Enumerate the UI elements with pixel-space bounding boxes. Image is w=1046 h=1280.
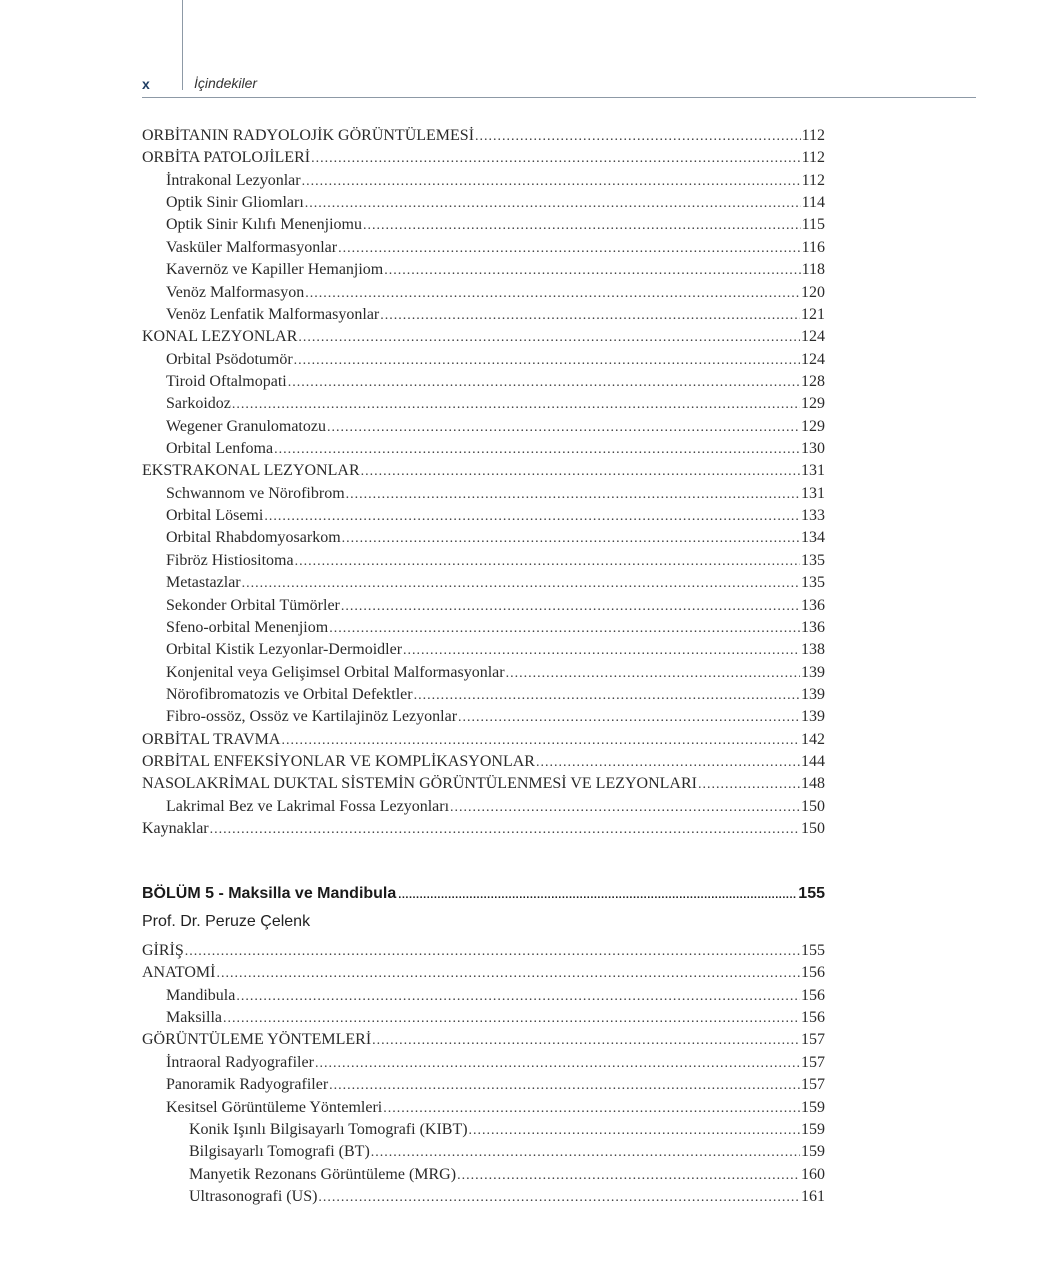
dot-leader: [216, 963, 800, 985]
toc-entry-title: Maksilla: [166, 1009, 222, 1027]
toc-entry[interactable]: [142, 751, 825, 773]
toc-entry-title: Orbital Lenfoma: [166, 440, 274, 458]
toc-entry-page: 159: [801, 1120, 825, 1138]
toc-entry[interactable]: [142, 282, 825, 304]
dot-leader: [294, 350, 800, 372]
toc-entry[interactable]: [142, 617, 825, 639]
toc-entry-page: 120: [801, 283, 825, 301]
toc-entry-title: Manyetik Rezonans Görüntüleme (MRG): [189, 1165, 457, 1183]
toc-entry-title: Nörofibromatozis ve Orbital Defektler: [166, 685, 413, 703]
toc-entry-page: 139: [801, 708, 825, 726]
toc-entry-page: 155: [801, 942, 825, 959]
toc-entry-page: 135: [801, 574, 825, 592]
toc-entry-page: 135: [801, 551, 825, 569]
toc-entry[interactable]: [142, 1119, 825, 1141]
toc-entry-title: ANATOMİ: [142, 964, 216, 982]
dot-leader: [403, 640, 800, 662]
toc-entry-page: 131: [801, 484, 825, 502]
toc-entry[interactable]: [142, 962, 825, 984]
toc-entry[interactable]: [142, 125, 825, 147]
toc-entry[interactable]: [142, 483, 825, 505]
toc-entry-title: Bilgisayarlı Tomografi (BT): [189, 1143, 370, 1161]
toc-entry-page: 134: [801, 529, 825, 547]
toc-entry[interactable]: [142, 985, 825, 1007]
toc-entry[interactable]: [142, 460, 825, 482]
toc-entry-page: 150: [801, 797, 825, 815]
dot-leader: [414, 685, 800, 707]
toc-entry[interactable]: [142, 237, 825, 259]
toc-entry-page: 136: [801, 618, 825, 636]
dot-leader: [363, 215, 801, 237]
toc-entry-page: 157: [801, 1031, 825, 1049]
toc-entry-page: 112: [801, 149, 825, 167]
dot-leader: [315, 1053, 800, 1075]
toc-entry-page: 116: [801, 238, 825, 256]
toc-entry[interactable]: [142, 1007, 825, 1029]
dot-leader: [475, 126, 801, 148]
dot-leader: [372, 1030, 800, 1052]
dot-leader: [274, 439, 800, 461]
toc-entry[interactable]: [142, 1029, 825, 1051]
toc-entry-title: Sekonder Orbital Tümörler: [166, 596, 340, 614]
toc-entry[interactable]: [142, 706, 825, 728]
toc-entry-title: Kesitsel Görüntüleme Yöntemleri: [166, 1098, 383, 1116]
dot-leader: [457, 1165, 800, 1187]
toc-entry-page: 112: [801, 171, 825, 189]
table-of-contents: [142, 125, 825, 841]
chapter-page: 155: [798, 885, 825, 902]
toc-entry[interactable]: [142, 371, 825, 393]
dot-leader: [305, 193, 801, 215]
toc-entry-page: 114: [801, 194, 825, 212]
toc-entry-title: Orbital Rhabdomyosarkom: [166, 529, 341, 547]
dot-leader: [398, 889, 796, 901]
dot-leader: [305, 283, 800, 305]
toc-entry[interactable]: [142, 192, 825, 214]
toc-entry-page: 124: [801, 328, 825, 346]
toc-entry[interactable]: [142, 304, 825, 326]
toc-entry[interactable]: [142, 773, 825, 795]
dot-leader: [361, 461, 800, 483]
dot-leader: [380, 305, 800, 327]
toc-entry[interactable]: [142, 1164, 825, 1186]
toc-entry-title: ORBİTAL ENFEKSİYONLAR VE KOMPLİKASYONLAR: [142, 753, 535, 771]
toc-entry-title: Vasküler Malformasyonlar: [166, 238, 338, 256]
toc-entry[interactable]: [142, 527, 825, 549]
page-number: x: [142, 76, 150, 92]
toc-entry-title: Tiroid Oftalmopati: [166, 372, 287, 390]
toc-entry[interactable]: [142, 595, 825, 617]
toc-entry[interactable]: [142, 505, 825, 527]
toc-entry-title: Sarkoidoz: [166, 395, 231, 413]
header-rule: [142, 97, 976, 98]
toc-entry-title: KONAL LEZYONLAR: [142, 328, 298, 346]
toc-entry-page: 133: [801, 507, 825, 525]
toc-entry-title: ORBİTANIN RADYOLOJİK GÖRÜNTÜLEMESİ: [142, 127, 475, 144]
toc-entry-title: Schwannom ve Nörofibrom: [166, 484, 345, 502]
toc-entry-page: 159: [801, 1098, 825, 1116]
dot-leader: [383, 1098, 800, 1120]
toc-entry-page: 121: [801, 305, 825, 323]
dot-leader: [288, 372, 800, 394]
dot-leader: [450, 797, 800, 819]
toc-entry-title: Orbital Kistik Lezyonlar-Dermoidler: [166, 641, 403, 659]
toc-entry-page: 156: [801, 1009, 825, 1027]
dot-leader: [341, 596, 800, 618]
toc-entry-title: Orbital Psödotumör: [166, 350, 293, 368]
dot-leader: [232, 394, 800, 416]
toc-entry[interactable]: [142, 1141, 825, 1163]
toc-entry-title: Panoramik Radyografiler: [166, 1076, 329, 1094]
toc-entry-page: 157: [801, 1076, 825, 1094]
toc-entry-page: 112: [801, 127, 825, 144]
toc-entry[interactable]: [142, 572, 825, 594]
toc-entry[interactable]: [142, 438, 825, 460]
page-header: [0, 0, 1046, 100]
toc-entry-title: Venöz Lenfatik Malformasyonlar: [166, 305, 380, 323]
chapter-heading-block: [142, 885, 825, 935]
toc-entry-title: Sfeno-orbital Menenjiom: [166, 618, 329, 636]
toc-entry-title: Kaynaklar: [142, 820, 209, 838]
dot-leader: [338, 238, 801, 260]
dot-leader: [384, 260, 800, 282]
chapter-author: Prof. Dr. Peruze Çelenk: [142, 913, 311, 930]
toc-entry[interactable]: [142, 662, 825, 684]
toc-entry[interactable]: [142, 1074, 825, 1096]
dot-leader: [298, 327, 800, 349]
header-divider-vertical: [182, 0, 183, 90]
toc-entry[interactable]: [142, 818, 825, 840]
toc-entry-page: 150: [801, 820, 825, 838]
dot-leader: [469, 1120, 800, 1142]
toc-entry[interactable]: [142, 393, 825, 415]
dot-leader: [223, 1008, 800, 1030]
toc-entry-title: Mandibula: [166, 986, 236, 1004]
toc-entry-page: 139: [801, 663, 825, 681]
dot-leader: [318, 1187, 800, 1209]
dot-leader: [329, 1075, 800, 1097]
toc-entry-title: Orbital Lösemi: [166, 507, 264, 525]
toc-entry[interactable]: [142, 214, 825, 236]
toc-entry[interactable]: [142, 796, 825, 818]
toc-entry-page: 139: [801, 685, 825, 703]
toc-entry[interactable]: [142, 1052, 825, 1074]
toc-entry-title: ORBİTAL TRAVMA: [142, 730, 281, 748]
toc-entry-page: 157: [801, 1053, 825, 1071]
dot-leader: [342, 528, 800, 550]
dot-leader: [302, 171, 801, 193]
toc-entry[interactable]: [142, 147, 825, 169]
toc-entry-title: Wegener Granulomatozu: [166, 417, 326, 435]
toc-entry-title: EKSTRAKONAL LEZYONLAR: [142, 462, 360, 480]
toc-entry-title: Kavernöz ve Kapiller Hemanjiom: [166, 261, 384, 279]
dot-leader: [698, 774, 800, 796]
toc-entry[interactable]: [142, 1097, 825, 1119]
toc-entry-page: 118: [801, 261, 825, 279]
toc-entry-title: NASOLAKRİMAL DUKTAL SİSTEMİN GÖRÜNTÜLENMESİ VE LEZYONLARI: [142, 775, 697, 793]
toc-entry-page: 128: [801, 372, 825, 390]
toc-entry[interactable]: [142, 170, 825, 192]
toc-entry-page: 129: [801, 417, 825, 435]
dot-leader: [329, 618, 800, 640]
toc-entry[interactable]: [142, 326, 825, 348]
toc-entry-page: 130: [801, 440, 825, 458]
toc-entry-title: Ultrasonografi (US): [189, 1187, 318, 1205]
toc-entry[interactable]: [142, 416, 825, 438]
toc-entry-page: 129: [801, 395, 825, 413]
dot-leader: [327, 417, 800, 439]
toc-entry-page: 136: [801, 596, 825, 614]
toc-entry[interactable]: [142, 550, 825, 572]
dot-leader: [506, 663, 800, 685]
toc-entry-title: Optik Sinir Gliomları: [166, 194, 304, 212]
dot-leader: [264, 506, 800, 528]
chapter-table-of-contents: [142, 940, 825, 1208]
toc-entry-title: Optik Sinir Kılıfı Menenjiomu: [166, 216, 362, 234]
dot-leader: [242, 573, 800, 595]
toc-entry-title: ORBİTA PATOLOJİLERİ: [142, 149, 311, 167]
toc-entry[interactable]: [142, 729, 825, 751]
toc-entry[interactable]: [142, 259, 825, 281]
toc-entry-title: Fibro-ossöz, Ossöz ve Kartilajinöz Lezyonlar: [166, 708, 458, 726]
dot-leader: [281, 730, 800, 752]
toc-entry-title: GİRİŞ: [142, 942, 184, 959]
toc-entry-page: 115: [801, 216, 825, 234]
toc-entry-title: Fibröz Histiositoma: [166, 551, 294, 569]
dot-leader: [185, 941, 800, 963]
toc-entry-page: 156: [801, 986, 825, 1004]
toc-entry-page: 161: [801, 1187, 825, 1205]
toc-entry-title: İntrakonal Lezyonlar: [166, 171, 301, 189]
dot-leader: [346, 484, 800, 506]
toc-entry-title: Konik Işınlı Bilgisayarlı Tomografi (KIBT): [189, 1120, 468, 1138]
toc-entry[interactable]: [142, 349, 825, 371]
toc-entry-title: İntraoral Radyografiler: [166, 1053, 314, 1071]
toc-entry[interactable]: [142, 684, 825, 706]
toc-entry-title: GÖRÜNTÜLEME YÖNTEMLERİ: [142, 1031, 372, 1049]
toc-entry-title: Metastazlar: [166, 574, 241, 592]
toc-entry[interactable]: [142, 940, 825, 962]
chapter-title: BÖLÜM 5 - Maksilla ve Mandibula: [142, 885, 397, 902]
toc-entry-title: Venöz Malformasyon: [166, 283, 305, 301]
running-head: İçindekiler: [194, 75, 258, 91]
dot-leader: [536, 752, 800, 774]
toc-entry-page: 144: [801, 753, 825, 771]
toc-entry-page: 131: [801, 462, 825, 480]
toc-entry-page: 142: [801, 730, 825, 748]
toc-entry-page: 124: [801, 350, 825, 368]
dot-leader: [236, 986, 800, 1008]
dot-leader: [311, 148, 801, 170]
toc-entry-page: 160: [801, 1165, 825, 1183]
toc-entry[interactable]: [142, 1186, 825, 1208]
chapter-entry[interactable]: [142, 885, 825, 909]
dot-leader: [210, 819, 800, 841]
toc-entry[interactable]: [142, 639, 825, 661]
toc-entry-page: 148: [801, 775, 825, 793]
dot-leader: [371, 1142, 800, 1164]
dot-leader: [458, 707, 800, 729]
toc-entry-title: Konjenital veya Gelişimsel Orbital Malformasyonlar: [166, 663, 505, 681]
toc-entry-page: 159: [801, 1143, 825, 1161]
toc-entry-page: 138: [801, 641, 825, 659]
dot-leader: [295, 551, 800, 573]
toc-entry-page: 156: [801, 964, 825, 982]
toc-entry-title: Lakrimal Bez ve Lakrimal Fossa Lezyonları: [166, 797, 450, 815]
